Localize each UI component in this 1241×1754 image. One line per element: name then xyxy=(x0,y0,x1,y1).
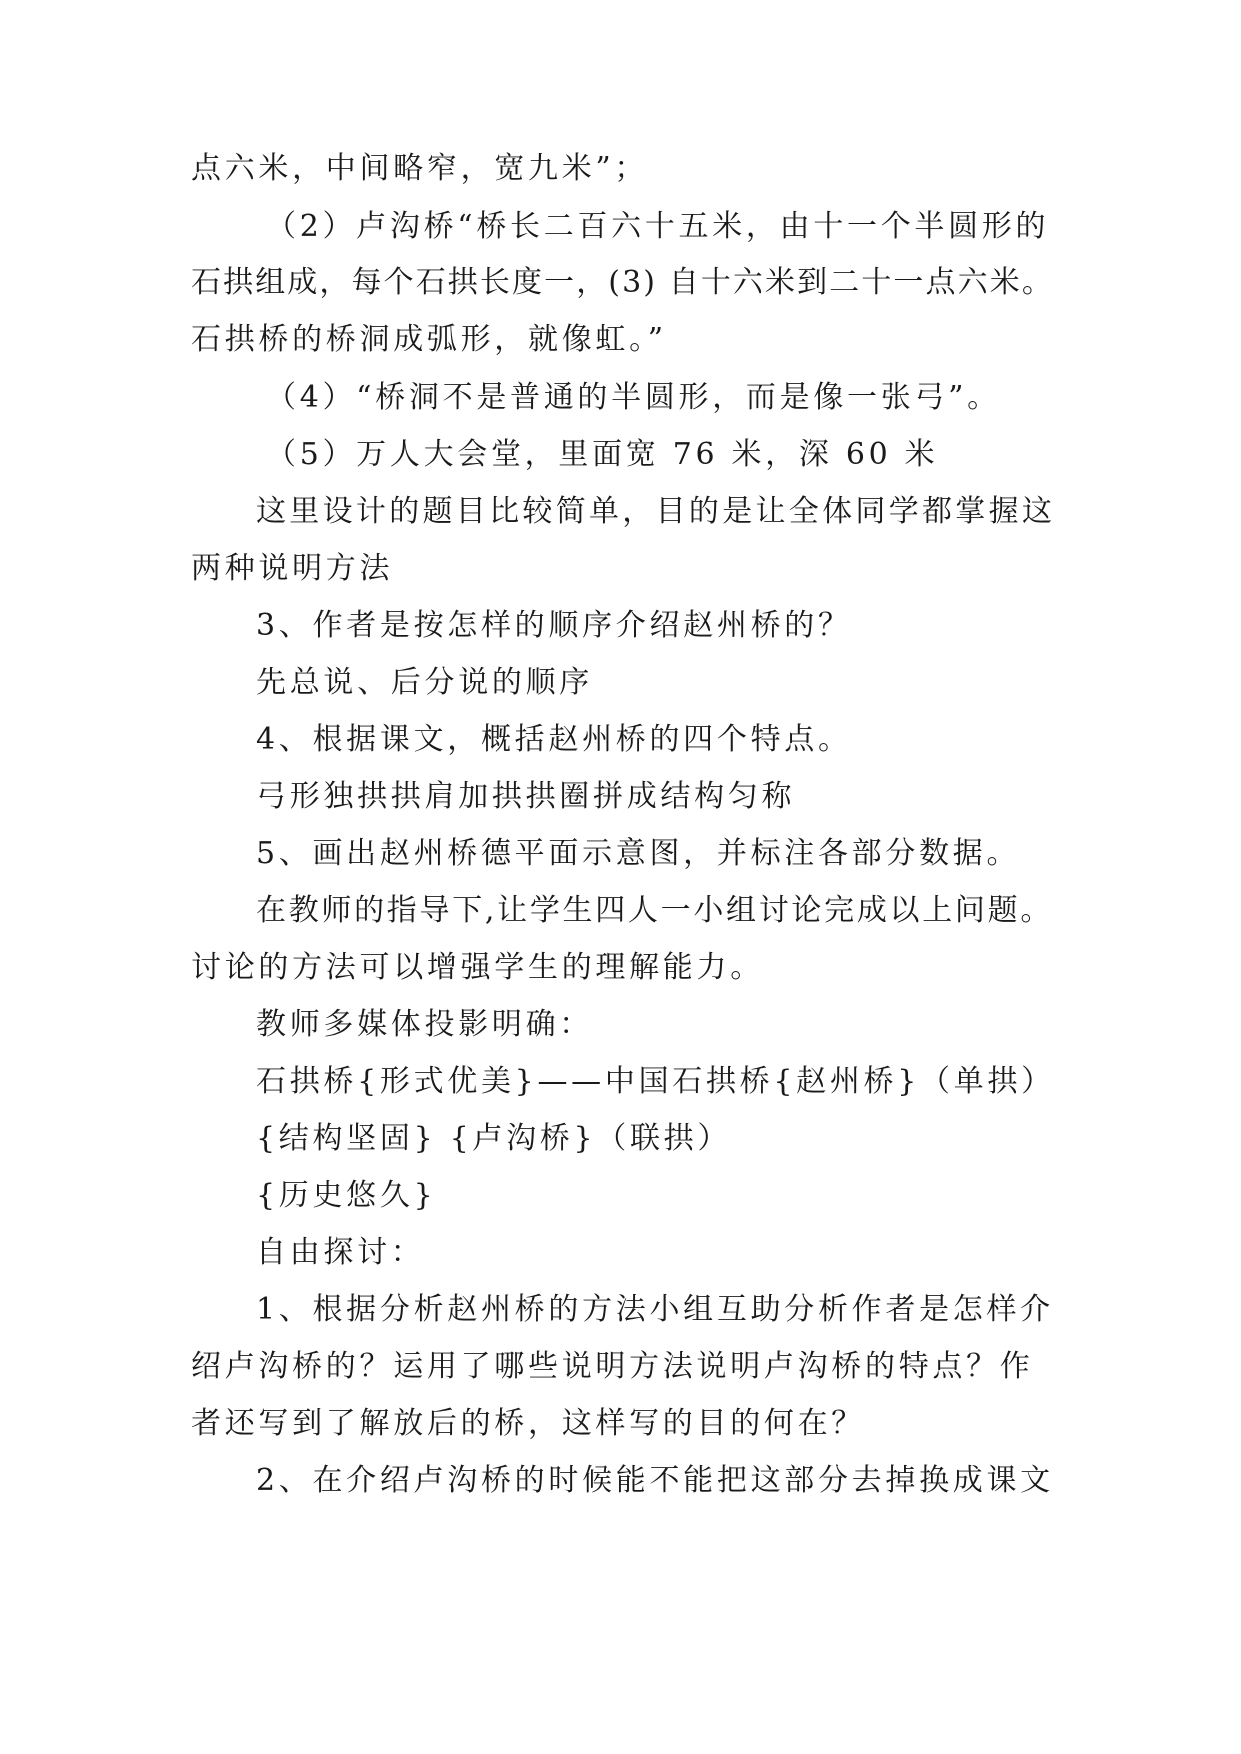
text-line: 1、根据分析赵州桥的方法小组互助分析作者是怎样介 xyxy=(256,1292,1054,1327)
text-line: 弓形独拱拱肩加拱拱圈拼成结构匀称 xyxy=(256,779,796,814)
text-line: 这里设计的题目比较简单，目的是让全体同学都掌握这 xyxy=(256,494,1056,529)
text-line: 4、根据课文，概括赵州桥的四个特点。 xyxy=(256,722,852,757)
text-line: 在教师的指导下,让学生四人一小组讨论完成以上问题。 xyxy=(256,893,1054,928)
text-line: 2、在介绍卢沟桥的时候能不能把这部分去掉换成课文 xyxy=(256,1463,1054,1498)
text-line: 石拱桥{形式优美}——中国石拱桥{赵州桥}（单拱） xyxy=(256,1064,1055,1099)
text-line: （4）“桥洞不是普通的半圆形，而是像一张弓”。 xyxy=(266,380,1001,415)
text-line: 两种说明方法 xyxy=(191,551,394,586)
text-line: 3、作者是按怎样的顺序介绍赵州桥的？ xyxy=(256,608,852,643)
text-line: 绍卢沟桥的？运用了哪些说明方法说明卢沟桥的特点？作 xyxy=(191,1349,1034,1384)
text-line: 讨论的方法可以增强学生的理解能力。 xyxy=(191,950,764,985)
text-line: （2）卢沟桥“桥长二百六十五米，由十一个半圆形的 xyxy=(266,209,1050,244)
text-line: 石拱桥的桥洞成弧形，就像虹。” xyxy=(191,322,667,357)
text-line: 石拱组成，每个石拱长度一，(3) 自十六米到二十一点六米。 xyxy=(191,265,1054,300)
text-line: 5、画出赵州桥德平面示意图，并标注各部分数据。 xyxy=(256,836,1021,871)
text-line: 者还写到了解放后的桥，这样写的目的何在？ xyxy=(191,1406,865,1441)
text-line: {结构坚固} {卢沟桥}（联拱） xyxy=(256,1121,732,1156)
text-line: （5）万人大会堂，里面宽 76 米，深 60 米 xyxy=(266,437,939,472)
text-line: 先总说、后分说的顺序 xyxy=(256,665,593,700)
text-line: {历史悠久} xyxy=(256,1178,437,1213)
text-line: 自由探讨： xyxy=(256,1235,425,1270)
text-line: 教师多媒体投影明确： xyxy=(256,1007,593,1042)
text-line: 点六米，中间略窄，宽九米”； xyxy=(191,151,649,186)
